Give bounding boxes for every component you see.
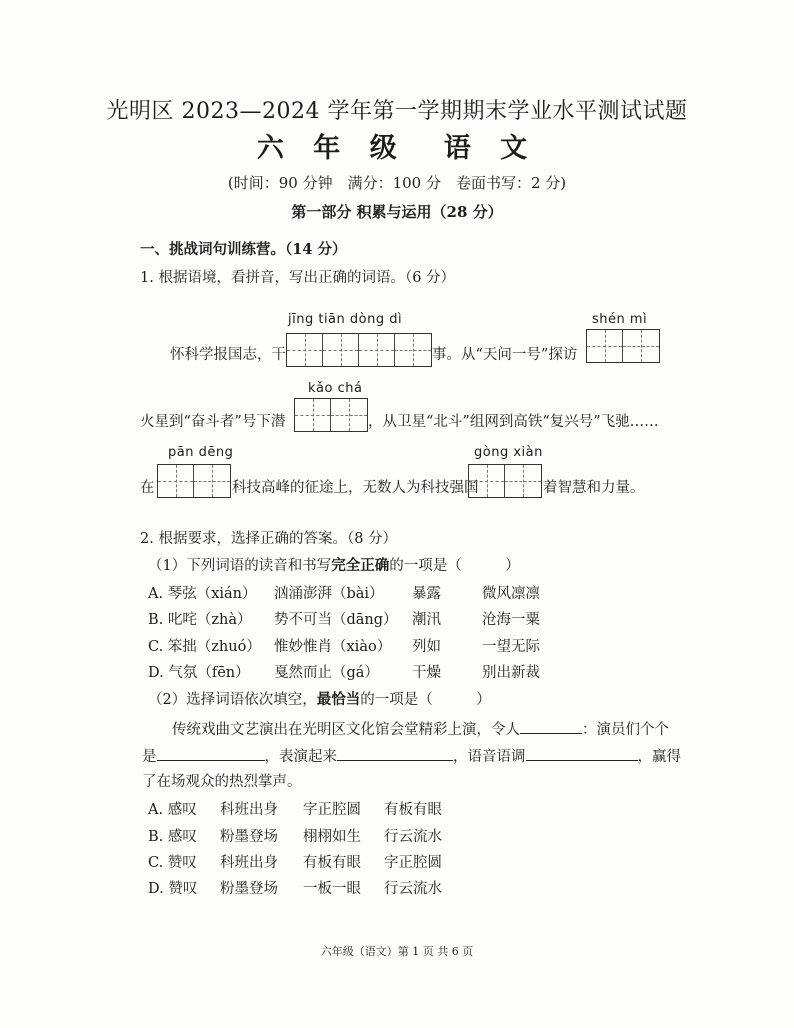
pinyin-gongxian: gòng xiàn xyxy=(474,445,543,460)
option-word: 行云流水 xyxy=(384,881,442,897)
option-word: 科班出身 xyxy=(220,855,278,871)
option-word: 行云流水 xyxy=(384,829,442,845)
passage-line-3: 了在场观众的热烈掌声。 xyxy=(142,774,302,790)
option-word: 一望无际 xyxy=(482,639,540,655)
option-word: 粉墨登场 xyxy=(220,829,278,845)
section-heading: 一、挑战词句训练营。（14 分） xyxy=(140,241,347,258)
option-word: A. 感叹 xyxy=(148,802,197,818)
answer-grid-shenmi[interactable] xyxy=(586,329,660,363)
option-word: 粉墨登场 xyxy=(220,881,278,897)
option-word: 微风凛凛 xyxy=(482,586,540,602)
option-word: 汹涌澎湃（bài） xyxy=(274,586,384,602)
q1-text-3c: 着智慧和力量。 xyxy=(543,480,645,496)
q1-text-3b: 科技高峰的征途上，无数人为科技强国 xyxy=(232,480,479,496)
passage-line-1 xyxy=(172,718,669,739)
option-row-d[interactable] xyxy=(148,661,628,681)
fill-blank-1[interactable] xyxy=(520,719,582,734)
passage-text: ，语音语调 xyxy=(453,749,526,765)
option-word: 暴露 xyxy=(412,586,441,602)
q2-sub2-emphasis: 最恰当 xyxy=(316,691,361,708)
part-heading: 第一部分 积累与运用（28 分） xyxy=(291,203,503,221)
option-word: D. 气氛（fēn） xyxy=(148,665,250,681)
option-row-d[interactable] xyxy=(148,877,488,897)
option-word: 潮汛 xyxy=(412,612,441,628)
option-word: B. 感叹 xyxy=(148,829,197,845)
pinyin-pandeng: pān dēng xyxy=(168,445,234,460)
page-footer: 六年级（语文）第 1 页 共 6 页 xyxy=(320,945,474,958)
q2-title: 2. 根据要求，选择正确的答案。（8 分） xyxy=(140,531,398,547)
passage-text: ：演员们个个 xyxy=(582,722,669,738)
option-word: 势不可当（dāng） xyxy=(274,612,398,628)
option-row-a[interactable] xyxy=(148,582,628,602)
option-word: 干燥 xyxy=(412,665,441,681)
option-word: 有板有眼 xyxy=(303,855,361,871)
answer-grid-gongxian[interactable] xyxy=(468,464,542,498)
q2-sub2-question-a: （2）选择词语依次填空， xyxy=(148,692,317,708)
option-row-b[interactable] xyxy=(148,825,488,845)
fill-blank-4[interactable] xyxy=(526,746,638,761)
q2-sub1-question-b: 的一项是（ ） xyxy=(389,558,520,574)
fill-blank-3[interactable] xyxy=(337,746,453,761)
option-word: B. 叱咤（zhà） xyxy=(148,612,252,628)
q2-sub2-question-b: 的一项是（ ） xyxy=(360,692,491,708)
answer-grid-jingtiandongdi[interactable] xyxy=(286,333,432,367)
option-word: A. 琴弦（xián） xyxy=(148,586,257,602)
q1-title: 1. 根据语境，看拼音，写出正确的词语。（6 分） xyxy=(140,270,456,286)
q1-text-2b: ，从卫星“北斗”组网到高铁“复兴号”飞驰…… xyxy=(368,414,659,430)
pinyin-kaocha: kǎo chá xyxy=(308,381,363,396)
passage-text: 传统戏曲文艺演出在光明区文化馆会堂精彩上演，令人 xyxy=(172,722,520,738)
option-word: 别出新裁 xyxy=(482,665,540,681)
option-word: 字正腔圆 xyxy=(384,855,442,871)
option-row-a[interactable] xyxy=(148,798,488,818)
q1-text-1a: 怀科学报国志，干 xyxy=(170,347,286,363)
q2-sub2-question xyxy=(148,688,491,709)
option-word: 沧海一粟 xyxy=(482,612,540,628)
option-word: 惟妙惟肖（xiào） xyxy=(274,639,392,655)
q2-sub1-question xyxy=(148,554,520,575)
q2-sub1-emphasis: 完全正确 xyxy=(331,557,390,574)
exam-subtitle: 六 年 级 语 文 xyxy=(256,133,538,164)
option-row-b[interactable] xyxy=(148,608,628,628)
answer-grid-kaocha[interactable] xyxy=(294,398,368,432)
option-word: 列如 xyxy=(412,639,441,655)
q1-text-1b: 事。从“天问一号”探访 xyxy=(432,347,578,363)
option-word: 有板有眼 xyxy=(384,802,442,818)
fill-blank-2[interactable] xyxy=(157,746,265,761)
pinyin-jingtiandongdi: jīng tiān dòng dì xyxy=(288,312,403,327)
passage-line-2 xyxy=(142,745,681,766)
exam-title: 光明区 2023—2024 学年第一学期期末学业水平测试试题 xyxy=(106,99,688,124)
q1-text-2a: 火星到“奋斗者”号下潜 xyxy=(140,414,286,430)
option-word: 戛然而止（gá） xyxy=(274,665,379,681)
exam-meta: (时间：90 分钟 满分：100 分 卷面书写：2 分) xyxy=(227,174,567,192)
passage-text: ，表演起来 xyxy=(264,749,337,765)
option-word: 字正腔圆 xyxy=(303,802,361,818)
option-word: C. 赞叹 xyxy=(148,855,197,871)
option-word: C. 笨拙（zhuó） xyxy=(148,639,261,655)
option-row-c[interactable] xyxy=(148,851,488,871)
passage-text: ，赢得 xyxy=(637,749,681,765)
option-word: 一板一眼 xyxy=(303,881,361,897)
passage-text: 是 xyxy=(142,749,157,765)
option-word: 栩栩如生 xyxy=(303,829,361,845)
option-row-c[interactable] xyxy=(148,635,628,655)
answer-grid-pandeng[interactable] xyxy=(157,464,231,498)
option-word: 科班出身 xyxy=(220,802,278,818)
q1-text-3a: 在 xyxy=(140,480,155,496)
pinyin-shenmi: shén mì xyxy=(592,312,648,327)
option-word: D. 赞叹 xyxy=(148,881,198,897)
q2-sub1-question-a: （1）下列词语的读音和书写 xyxy=(148,558,332,574)
